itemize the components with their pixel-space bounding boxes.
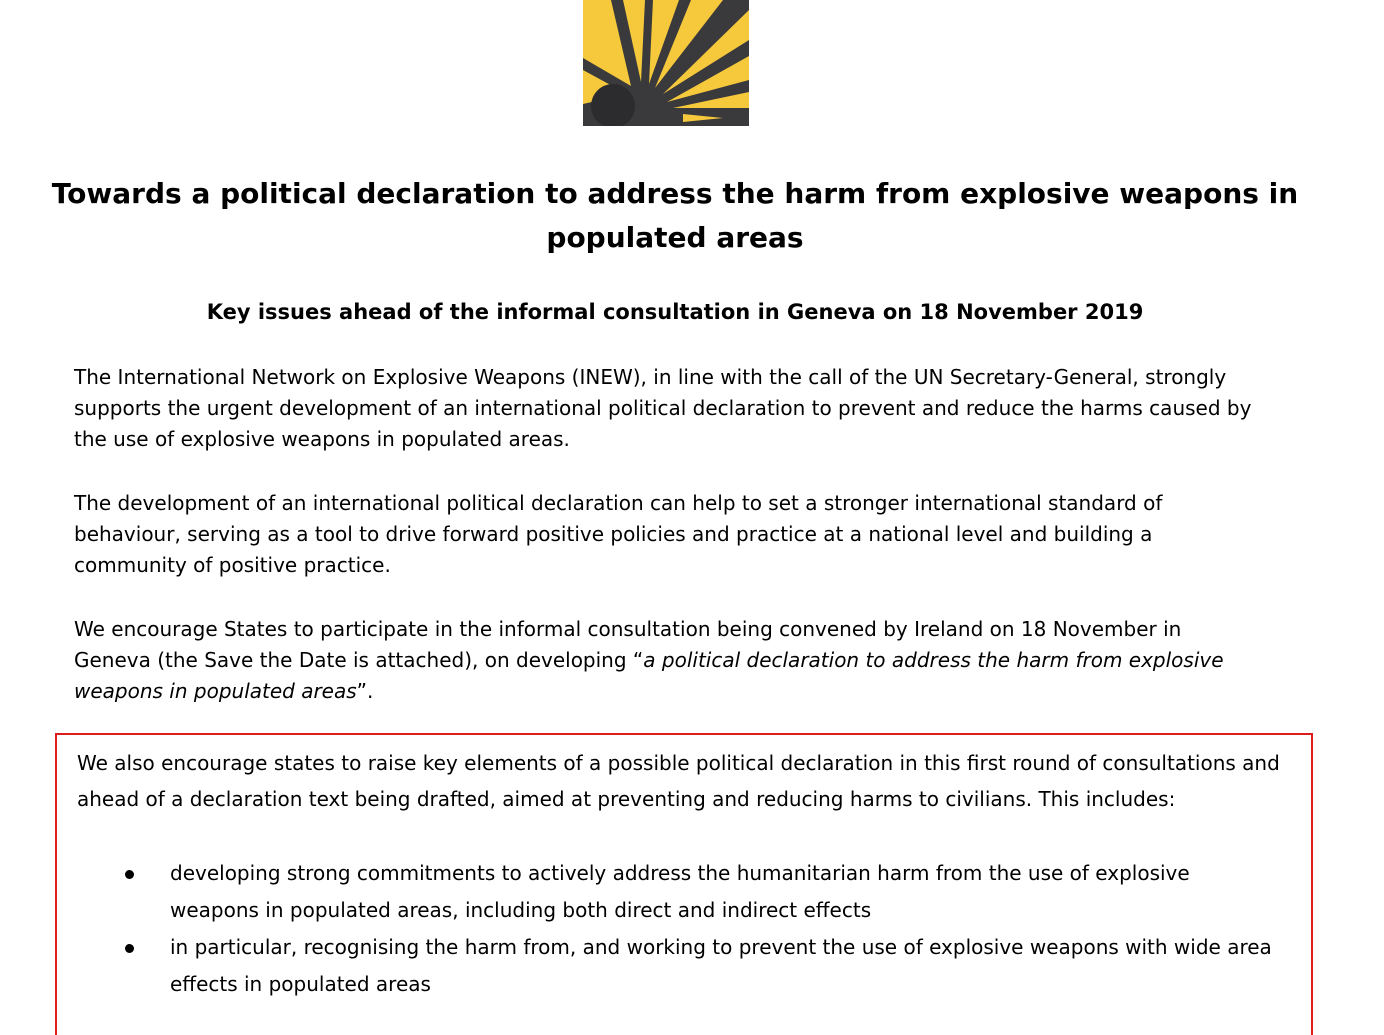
paragraph-consultation-italic: a political declaration to address the harm from explosive weapons in populated areas <box>74 648 1224 703</box>
paragraph-intro: The International Network on Explosive Weapons (INEW), in line with the call of the UN Secretary-General, strongly supports the urgent development of an international political declaration to prevent and reduce the harms caused by the use of explosive weapons in populated areas. <box>74 365 1252 451</box>
list-item-text: developing strong commitments to actively address the humanitarian harm from the use of explosive weapons in populated areas, including both direct and indirect effects <box>170 861 1190 922</box>
list-item <box>57 855 1280 929</box>
logo <box>583 0 749 126</box>
explosion-icon <box>583 0 749 126</box>
list-item <box>57 929 1280 1003</box>
page-title: Towards a political declaration to address the harm from explosive weapons in populated areas <box>51 177 1299 254</box>
bullet-icon <box>125 870 134 879</box>
paragraph-consultation <box>74 614 1254 707</box>
page-subtitle: Key issues ahead of the informal consultation in Geneva on 18 November 2019 <box>206 300 1144 324</box>
highlight-intro: We also encourage states to raise key elements of a possible political declaration in this first round of consultations and ahead of a declaration text being drafted, aimed at preventing and reducing harms to civilians. This includes: <box>77 751 1280 811</box>
bullet-icon <box>125 944 134 953</box>
paragraph-consultation-end: ”. <box>356 679 374 703</box>
paragraph-consultation-text: We encourage States to participate in the informal consultation being convened by Ireland on 18 November in Geneva (the Save the Date is attached), on developing “ <box>74 617 1182 672</box>
highlight-box <box>55 733 1313 1035</box>
paragraph-development: The development of an international political declaration can help to set a stronger international standard of behaviour, serving as a tool to drive forward positive policies and practice at a national level and building a community of positive practice. <box>74 491 1163 577</box>
key-elements-list <box>57 855 1307 1003</box>
list-item-text: in particular, recognising the harm from, and working to prevent the use of explosive weapons with wide area effects in populated areas <box>170 935 1272 996</box>
